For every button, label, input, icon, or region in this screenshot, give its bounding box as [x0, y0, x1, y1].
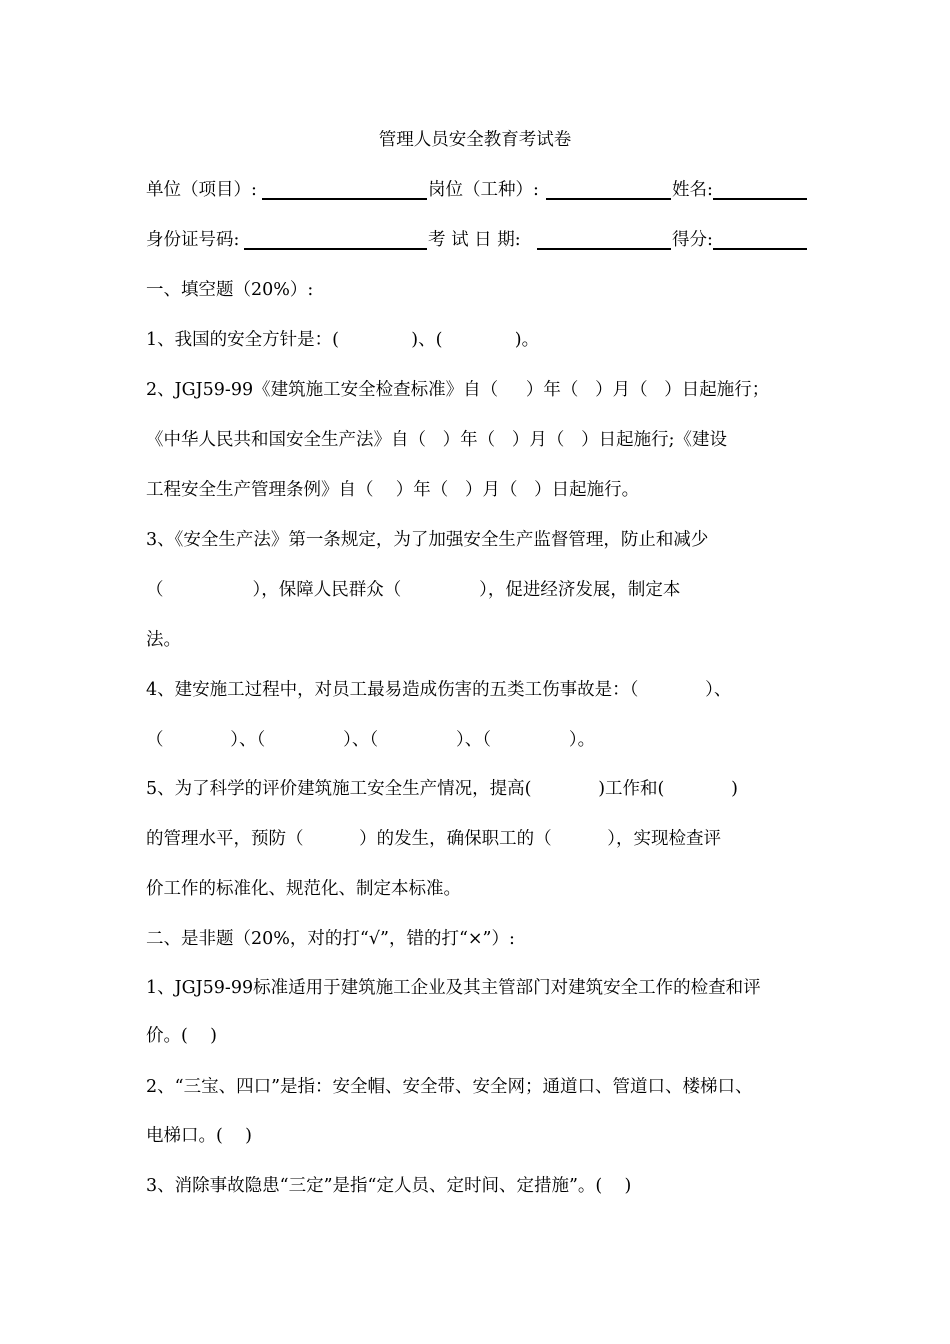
- question-1-4-line1: 4、建安施工过程中，对员工最易造成伤害的五类工伤事故是：（ ）、: [146, 680, 732, 700]
- name-field[interactable]: [713, 198, 807, 200]
- id-label: 身份证号码:: [146, 230, 240, 250]
- question-1-2-line1: 2、JGJ59-99《建筑施工安全检查标准》自（ ）年（ ）月（ ）日起施行；: [146, 380, 770, 400]
- unit-label: 单位（项目）:: [146, 180, 257, 200]
- question-1-3-line3: 法。: [146, 630, 181, 650]
- page-title: 管理人员安全教育考试卷: [378, 130, 572, 150]
- question-1-1: 1、我国的安全方针是：( )、( )。: [146, 330, 540, 350]
- score-field[interactable]: [713, 248, 807, 250]
- section2-heading: 二、是非题（20%，对的打“√”，错的打“×”）:: [146, 929, 515, 949]
- question-1-2-line3: 工程安全生产管理条例》自（ ）年（ ）月（ ）日起施行。: [146, 480, 640, 500]
- date-field[interactable]: [537, 248, 671, 250]
- question-2-2-line1: 2、“三宝、四口”是指：安全帽、安全带、安全网；通道口、管道口、楼梯口、: [146, 1077, 753, 1097]
- question-1-3-line2: （ ），保障人民群众（ ），促进经济发展，制定本: [146, 580, 681, 600]
- question-1-4-line2: （ ）、（ ）、（ ）、（ ）。: [146, 730, 596, 750]
- question-1-5-line3: 价工作的标准化、规范化、制定本标准。: [146, 879, 461, 899]
- question-1-5-line1: 5、为了科学的评价建筑施工安全生产情况，提高( )工作和( ): [146, 779, 738, 799]
- question-1-2-line2: 《中华人民共和国安全生产法》自（ ）年（ ）月（ ）日起施行;《建设: [146, 430, 727, 450]
- question-1-3-line1: 3、《安全生产法》第一条规定，为了加强安全生产监督管理，防止和减少: [146, 530, 709, 550]
- question-2-3-line1: 3、消除事故隐患“三定”是指“定人员、定时间、定措施”。( ): [146, 1176, 632, 1196]
- post-field[interactable]: [546, 198, 671, 200]
- id-field[interactable]: [244, 248, 427, 250]
- name-label: 姓名:: [672, 180, 713, 200]
- score-label: 得分:: [672, 230, 713, 250]
- question-2-2-line2: 电梯口。( ): [146, 1126, 252, 1146]
- question-2-1-line1: 1、JGJ59-99标准适用于建筑施工企业及其主管部门对建筑安全工作的检查和评: [146, 978, 761, 998]
- post-label: 岗位（工种）:: [428, 180, 539, 200]
- question-1-5-line2: 的管理水平，预防（ ）的发生，确保职工的（ ），实现检查评: [146, 829, 722, 849]
- unit-field[interactable]: [262, 198, 427, 200]
- section1-heading: 一、填空题（20%）:: [146, 280, 314, 300]
- date-label: 考 试 日 期:: [428, 230, 521, 250]
- question-2-1-line2: 价。( ): [146, 1026, 217, 1046]
